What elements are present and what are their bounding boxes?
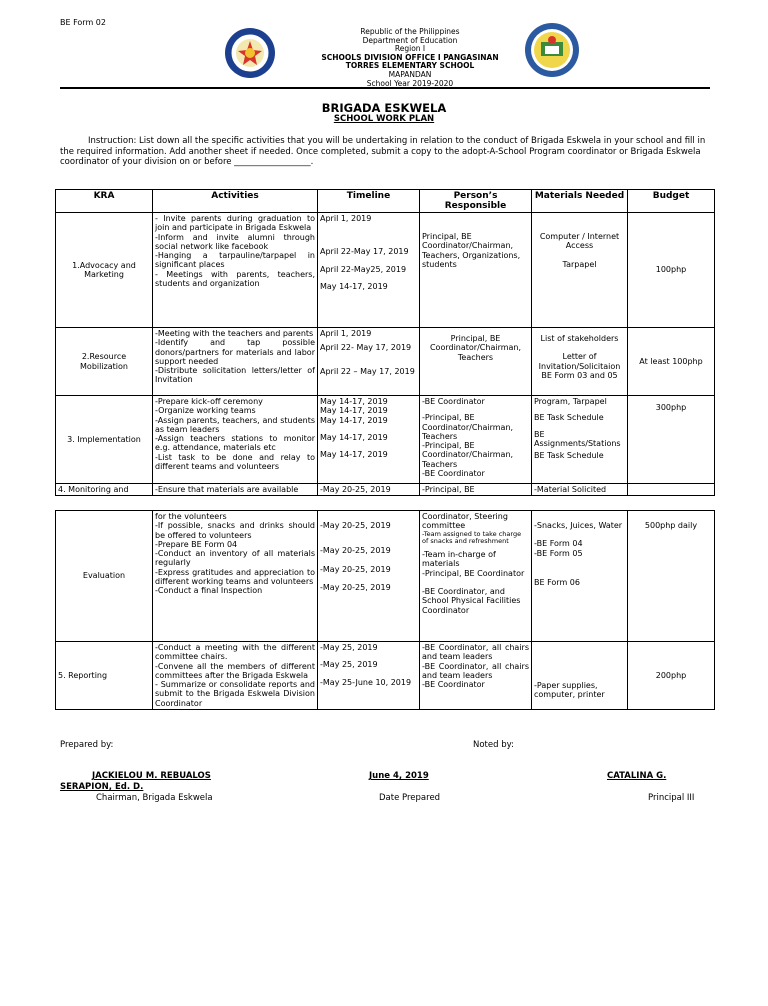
header-line-region: Region I [394,44,426,54]
budget-cell: 100php [628,213,715,328]
timeline-item: April 22-May25, 2019 [320,264,407,274]
persons-text: Principal, BE Coordinator/Chairman, Teachers [429,334,522,362]
person-item: Coordinator, Steering committee [422,512,508,531]
header-line-town: MAPANDAN [388,69,432,79]
activity-item: -Meeting with the teachers and parents [155,329,314,338]
header-line-school-year: School Year 2019-2020 [366,78,454,88]
budget-text: 500php daily [644,521,698,530]
work-plan-table-page1 [55,189,715,496]
timeline-item: April 1, 2019 [320,214,372,223]
timeline-cell [318,396,420,484]
kra-cell: 4. Monitoring and [56,484,153,496]
header-divider [60,87,710,89]
budget-text: 200php [655,671,687,680]
materials-cell: -Material Solicited [532,484,628,496]
person-item: -BE Coordinator, all chairs and team leaders [422,643,529,662]
activity-item: -List task to be done and relay to different teams and volunteers [155,452,315,472]
timeline-item: April 22 – May 17, 2019 [320,366,415,376]
table-row-implementation [56,396,715,484]
timeline-cell: -May 20-25, 2019 [318,484,420,496]
noter-role: Principal III [648,793,695,803]
materials-text: -Paper supplies, computer, printer [534,681,605,700]
table-row-monitoring-partial [56,484,715,496]
header-budget: Budget [628,190,715,213]
budget-cell [628,484,715,496]
header-timeline: Timeline [318,190,420,213]
material-item: Program, Tarpapel [534,397,607,406]
activity-item: -Express gratitudes and appreciation to different working teams and volunteers [155,567,315,587]
person-item: -BE Coordinator [422,397,485,406]
materials-cell [532,511,628,642]
activities-cell [153,213,318,328]
materials-cell [532,396,628,484]
date-prepared-label: Date Prepared [379,793,441,803]
table-row-evaluation [56,511,715,642]
document-title: BRIGADA ESKWELA [321,101,447,115]
timeline-cell [318,213,420,328]
prepared-by-label: Prepared by: [60,740,114,750]
preparer-name: JACKIELOU M. REBUALOS [92,771,211,781]
timeline-item: May 14-17, 2019 [320,450,388,460]
work-plan-table-page2 [55,510,715,710]
timeline-item: April 22- May 17, 2019 [320,343,412,353]
activity-item: - Meetings with parents, teachers, students and organization [155,269,315,289]
persons-cell [420,396,532,484]
activity-item: - Invite parents during graduation to join and participate in Brigada Eskwela [155,214,315,233]
document-subtitle: SCHOOL WORK PLAN [333,114,435,124]
material-item: -BE Form 05 [534,548,583,558]
table-row-advocacy [56,213,715,328]
person-item: -Team assigned to take charge of snacks and refreshment [422,529,522,545]
kra-cell: 1.Advocacy and Marketing [56,213,153,328]
activity-item: - Summarize or consolidate reports and submit to the Brigada Eskwela Division Coordinator [155,680,315,708]
activity-item: -Identify and tap possible donors/partners for materials and labor support needed [155,338,315,366]
budget-cell: At least 100php [628,328,715,396]
person-item: -Principal, BE Coordinator [422,568,525,578]
activity-item: -Conduct a meeting with the different committee chairs. [155,643,315,662]
activity-item: -Distribute solicitation letters/letter of Invitation [155,366,315,385]
kra-cell: 2.Resource Mobilization [56,328,153,396]
persons-cell [420,642,532,710]
person-item: -BE Coordinator, and School Physical Facilities Coordinator [422,587,521,615]
activity-item: -Conduct a final Inspection [155,586,263,596]
material-item: BE Form 06 [534,577,580,587]
material-item: Tarpapel [562,259,597,269]
noter-name: CATALINA G. [607,771,667,781]
persons-text: Principal, BE Coordinator/Chairman, Teachers, Organizations, students [422,232,521,269]
material-item: -BE Form 04 [534,539,583,549]
activity-item: -Prepare kick-off ceremony [155,397,263,406]
timeline-item: May 14-17, 2019 [320,415,388,425]
person-item: -BE Coordinator [422,680,485,690]
header-line-school: TORRES ELEMENTARY SCHOOL [345,61,475,71]
activity-item: -Prepare BE Form 04 [155,539,238,549]
kra-cell: 5. Reporting [56,642,153,710]
persons-cell [420,328,532,396]
person-item: -Principal, BE Coordinator/Chairman, Teachers [422,413,514,441]
timeline-cell [318,511,420,642]
timeline-item: -May 25, 2019 [320,643,378,652]
activities-cell [153,642,318,710]
budget-cell [628,396,715,484]
person-item: -BE Coordinator [422,469,485,479]
materials-cell [532,213,628,328]
person-item: -BE Coordinator, all chairs and team leaders [422,661,529,680]
header-activities: Activities [153,190,318,213]
material-item: BE Assignments/Stations [534,429,621,448]
activities-cell [153,328,318,396]
date-prepared-value: June 4, 2019 [369,771,429,781]
person-item: -Team in-charge of materials [422,550,496,569]
activity-item: -If possible, snacks and drinks should be offered to volunteers [155,521,315,540]
timeline-item: -May 20-25, 2019 [320,582,391,592]
school-header [260,28,560,88]
form-code: BE Form 02 [60,18,106,27]
persons-cell [420,511,532,642]
material-item: BE Task Schedule [534,413,604,423]
person-item: -Principal, BE Coordinator/Chairman, Teachers [422,441,514,469]
table-header-row [56,190,715,213]
timeline-item: April 1, 2019 [320,329,372,338]
budget-text: 300php [655,403,687,412]
persons-cell: -Principal, BE [420,484,532,496]
table-row-reporting [56,642,715,710]
noted-by-label: Noted by: [473,740,514,750]
header-kra: KRA [56,190,153,213]
table-row-resource [56,328,715,396]
timeline-item: -May 25-June 10, 2019 [320,677,412,687]
timeline-item: May 14-17, 2019 [320,406,388,416]
materials-cell [532,328,628,396]
materials-cell [532,642,628,710]
timeline-item: April 22-May 17, 2019 [320,247,409,257]
instruction-text: Instruction: List down all the specific activities that you will be undertaking in relation to the conduct of Brigada Eskwela in your school and fill in the required information. Add another sheet if needed. Once completed, submit a copy to the adopt-A-School Program coordinator or Brigada Eskwela coordinator of your division on or before __________________. [60,136,706,167]
budget-cell [628,642,715,710]
activities-cell [153,396,318,484]
header-line-republic: Republic of the Philippines [360,27,460,36]
instruction-paragraph [60,136,710,168]
timeline-item: May 14-17, 2019 [320,432,388,442]
activity-item: -Hanging a tarpauline/tarpapel in significant places [155,251,315,270]
kra-cell: 3. Implementation [56,396,153,484]
budget-cell [628,511,715,642]
timeline-cell [318,642,420,710]
activity-item: -Conduct an inventory of all materials regularly [155,549,315,568]
noter-name-continued: SERAPION, Ed. D. [60,782,144,792]
kra-cell: Evaluation [56,511,153,642]
material-item: -Snacks, Juices, Water [534,521,623,530]
header-materials: Materials Needed [532,190,628,213]
activity-item: -Assign parents, teachers, and students as team leaders [155,415,315,434]
timeline-item: May 14-17, 2019 [320,397,388,406]
timeline-item: -May 20-25, 2019 [320,546,391,556]
timeline-item: -May 25, 2019 [320,660,378,670]
activity-item: -Inform and invite alumni through social network like facebook [155,232,315,251]
activities-cell [153,511,318,642]
material-item: Letter of Invitation/Solicitaion BE Form 03 and 05 [538,352,621,380]
preparer-role: Chairman, Brigada Eskwela [96,793,213,803]
header-line-department: Department of Education [362,35,458,45]
activity-item: for the volunteers [155,512,227,521]
timeline-item: -May 20-25, 2019 [320,521,391,530]
timeline-item: -May 20-25, 2019 [320,564,391,574]
material-item: BE Task Schedule [534,451,604,461]
header-persons: Person’s Responsible [420,190,532,213]
activity-item: -Convene all the members of different committees after the Brigada Eskwela [155,661,315,680]
activity-item: -Assign teachers stations to monitor e.g. attendance, materials etc [155,434,315,453]
timeline-item: May 14-17, 2019 [320,281,388,291]
persons-cell [420,213,532,328]
material-item: List of stakeholders [540,334,619,343]
header-line-division: SCHOOLS DIVISION OFFICE I PANGASINAN [321,52,499,62]
activities-cell: -Ensure that materials are available [153,484,318,496]
activity-item: -Organize working teams [155,406,256,416]
material-item: Computer / Internet Access [539,232,620,251]
timeline-cell [318,328,420,396]
